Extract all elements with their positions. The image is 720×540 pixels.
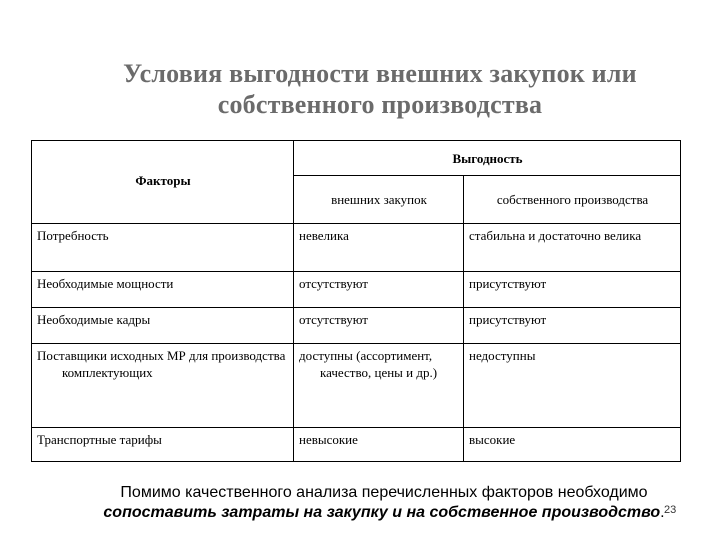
table-row — [32, 272, 681, 308]
factor-cell — [32, 344, 294, 428]
own-text: недоступны — [469, 348, 536, 363]
footer-line-2-end: . — [660, 504, 665, 521]
footer-note — [60, 483, 708, 523]
external-text: невысокие — [299, 432, 358, 447]
slide-title — [60, 58, 700, 120]
external-text: отсутствуют — [299, 312, 368, 327]
own-text: стабильна и достаточно велика — [469, 228, 642, 243]
table-row — [32, 308, 681, 344]
own-cell — [464, 344, 681, 428]
factors-header-cell — [32, 141, 294, 224]
page-number: 23 — [664, 504, 677, 516]
table-row — [32, 428, 681, 462]
own-cell — [464, 272, 681, 308]
own-cell — [464, 224, 681, 272]
own-text: высокие — [469, 432, 516, 447]
external-cell — [294, 224, 464, 272]
own-cell — [464, 308, 681, 344]
footer-line-1: Помимо качественного анализа перечисленных факторов необходимо — [120, 484, 648, 501]
own-cell — [464, 428, 681, 462]
factor-text: Транспортные тарифы — [37, 432, 162, 447]
subheader-own: собственного производства — [496, 192, 649, 207]
benefit-header-cell — [294, 141, 681, 176]
table-header-row — [32, 141, 681, 176]
subheader-own-cell — [464, 176, 681, 224]
title-line-2: собственного производства — [217, 90, 543, 119]
factor-text: Поставщики исходных МР для производства комплектующих — [37, 348, 286, 380]
factor-text: Необходимые кадры — [37, 312, 151, 327]
benefit-header: Выгодность — [452, 150, 523, 166]
factor-cell — [32, 428, 294, 462]
subheader-external: внешних закупок — [331, 192, 427, 207]
factors-table — [31, 140, 681, 462]
own-text: присутствуют — [469, 276, 547, 291]
factor-cell — [32, 224, 294, 272]
footer-line-2-wrap — [60, 503, 708, 523]
factor-cell — [32, 272, 294, 308]
subheader-external-cell — [294, 176, 464, 224]
external-cell — [294, 428, 464, 462]
factors-header: Факторы — [135, 173, 191, 188]
factor-cell — [32, 308, 294, 344]
external-cell — [294, 272, 464, 308]
external-text: доступны (ассортимент, качество, цены и др.) — [299, 348, 438, 380]
title-line-1: Условия выгодности внешних закупок или — [123, 59, 637, 88]
factor-text: Потребность — [37, 228, 109, 243]
external-cell — [294, 308, 464, 344]
table-row — [32, 344, 681, 428]
footer-line-2: сопоставить затраты на закупку и на собственное производство — [103, 504, 661, 521]
table-row — [32, 224, 681, 272]
external-cell — [294, 344, 464, 428]
factor-text: Необходимые мощности — [37, 276, 174, 291]
own-text: присутствуют — [469, 312, 547, 327]
external-text: невелика — [299, 228, 349, 243]
external-text: отсутствуют — [299, 276, 368, 291]
